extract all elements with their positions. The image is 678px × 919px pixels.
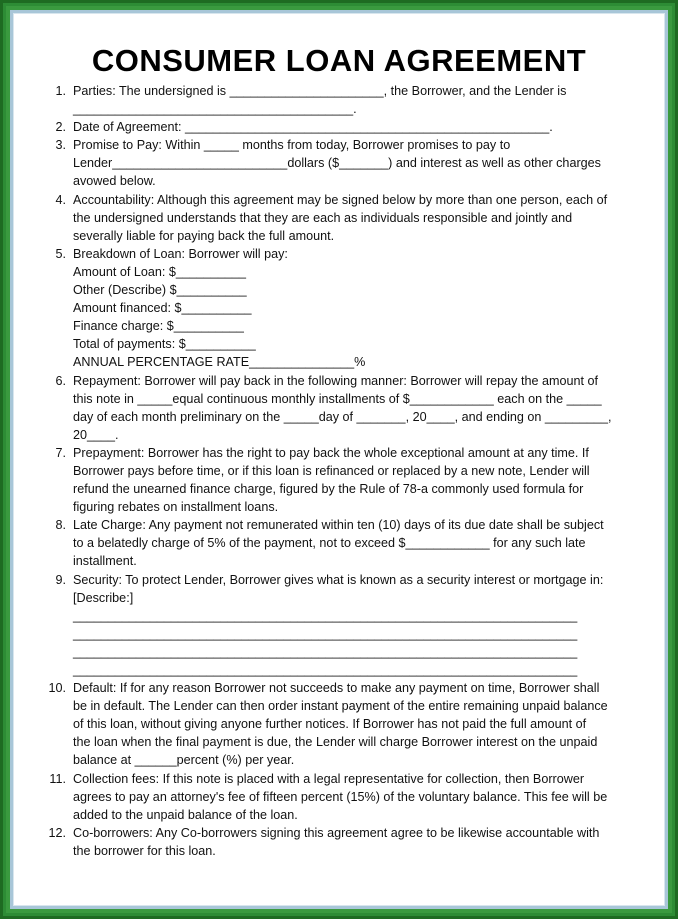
clause-text-line: Late Charge: Any payment not remunerated within ten (10) days of its due date shall be subject bbox=[73, 518, 604, 533]
clause-text-line: ANNUAL PERCENTAGE RATE_______________% bbox=[73, 355, 366, 370]
clause-text-line: Borrower pays before time, or if this loan is refinanced or replaced by a new note, Lender will bbox=[73, 463, 590, 478]
clause-4 bbox=[38, 191, 658, 245]
clause-3 bbox=[38, 136, 658, 190]
clause-text-line: ________________________________________________________________________ bbox=[73, 608, 578, 623]
clause-text-line: Co-borrowers: Any Co-borrowers signing this agreement agree to be likewise accountable with bbox=[73, 825, 600, 840]
clause-text-line: to a belatedly charge of 5% of the payment, not to exceed $____________ for any such late bbox=[73, 536, 586, 551]
clause-text-line: ________________________________________________________________________ bbox=[73, 644, 578, 659]
clause-1 bbox=[38, 82, 658, 118]
clause-text-line: severally liable for paying back the full amount. bbox=[73, 228, 335, 243]
clause-text-line: be in default. The Lender can then order instant payment of the entire remaining unpaid balance bbox=[73, 699, 608, 714]
clause-12 bbox=[38, 824, 658, 860]
clause-number: 3. bbox=[55, 138, 66, 153]
clause-text-line: Prepayment: Borrower has the right to pay back the whole exceptional amount at any time. If bbox=[73, 445, 589, 460]
clause-text-line: Other (Describe) $__________ bbox=[73, 283, 247, 298]
clause-number: 8. bbox=[55, 518, 66, 533]
clause-text-line: avowed below. bbox=[73, 174, 156, 189]
clause-5 bbox=[38, 245, 658, 372]
clause-text-line: this note in _____equal continuous monthly installments of $____________ each on the _____ bbox=[73, 391, 602, 406]
clause-7 bbox=[38, 444, 658, 516]
clause-text-line: ________________________________________. bbox=[73, 102, 357, 117]
clause-text-line: Accountability: Although this agreement may be signed below by more than one person, each of bbox=[73, 192, 608, 207]
clause-number: 10. bbox=[48, 681, 66, 696]
clause-text-line: added to the unpaid balance of the loan. bbox=[73, 807, 298, 822]
clause-number: 9. bbox=[55, 572, 66, 587]
clause-text-line: Security: To protect Lender, Borrower gives what is known as a security interest or mortgage in: bbox=[73, 572, 604, 587]
clause-text-line: the loan when the final payment is due, the Lender will charge Borrower interest on the unpaid bbox=[73, 735, 598, 750]
clause-number: 7. bbox=[55, 445, 66, 460]
clause-text-line: Breakdown of Loan: Borrower will pay: bbox=[73, 246, 288, 261]
clause-text-line: Default: If for any reason Borrower not succeeds to make any payment on time, Borrower shall bbox=[73, 681, 600, 696]
clause-text-line: Promise to Pay: Within _____ months from today, Borrower promises to pay to bbox=[73, 138, 511, 153]
clause-text-line: balance at ______percent (%) per year. bbox=[73, 753, 295, 768]
clause-number: 5. bbox=[55, 246, 66, 261]
clause-text-line: the undersigned understands that they are each as individuals responsible and jointly and bbox=[73, 210, 573, 225]
clause-text-line: ________________________________________________________________________ bbox=[73, 663, 578, 677]
clause-number: 11. bbox=[49, 771, 66, 786]
clause-number: 6. bbox=[55, 373, 66, 388]
clause-text-line: of this loan, without giving anyone further notices. If Borrower has not paid the full amount of bbox=[73, 717, 587, 732]
clause-text-line: ________________________________________________________________________ bbox=[73, 626, 578, 641]
clause-text-line: 20____. bbox=[73, 427, 119, 442]
clause-text-line: Collection fees: If this note is placed with a legal representative for collection, then Borrower bbox=[73, 771, 585, 786]
document-title: CONSUMER LOAN AGREEMENT bbox=[91, 43, 587, 78]
clause-number: 2. bbox=[55, 120, 66, 135]
clause-number: 1. bbox=[55, 84, 66, 98]
clause-text-line: Date of Agreement: ____________________________________________________. bbox=[73, 120, 553, 135]
clause-text-line: [Describe:] bbox=[73, 590, 134, 605]
agreement-clauses bbox=[38, 82, 658, 860]
clause-text-line: Parties: The undersigned is ______________________, the Borrower, and the Lender is bbox=[73, 84, 567, 98]
clause-text-line: figuring rebates on installment loans. bbox=[73, 500, 279, 515]
clause-2 bbox=[38, 118, 658, 136]
clause-10 bbox=[38, 679, 658, 769]
clause-11 bbox=[38, 770, 658, 824]
clause-text-line: Amount financed: $__________ bbox=[73, 301, 252, 316]
clause-text-line: agrees to pay an attorney's fee of fifteen percent (15%) of the voluntary balance. This fee will be bbox=[73, 789, 608, 804]
clause-text-line: Repayment: Borrower will pay back in the following manner: Borrower will repay the amount of bbox=[73, 373, 598, 388]
clause-9 bbox=[38, 571, 658, 680]
clause-8 bbox=[38, 516, 658, 570]
clause-number: 4. bbox=[55, 192, 66, 207]
clause-text-line: Lender_________________________dollars ($_______) and interest as well as other charges bbox=[73, 156, 601, 171]
clause-text-line: refund the unearned finance charge, figured by the Rule of 78-a commonly used formula for bbox=[73, 482, 584, 497]
clause-text-line: day of each month preliminary on the _____day of _______, 20____, and ending on _________, bbox=[73, 409, 612, 424]
clause-text-line: Amount of Loan: $__________ bbox=[73, 264, 246, 279]
clause-number: 12. bbox=[48, 825, 66, 840]
clause-text-line: Total of payments: $__________ bbox=[73, 337, 256, 352]
clause-text-line: installment. bbox=[73, 554, 137, 569]
clause-text-line: Finance charge: $__________ bbox=[73, 319, 244, 334]
clause-text-line: the borrower for this loan. bbox=[73, 843, 216, 858]
clause-6 bbox=[38, 372, 658, 444]
